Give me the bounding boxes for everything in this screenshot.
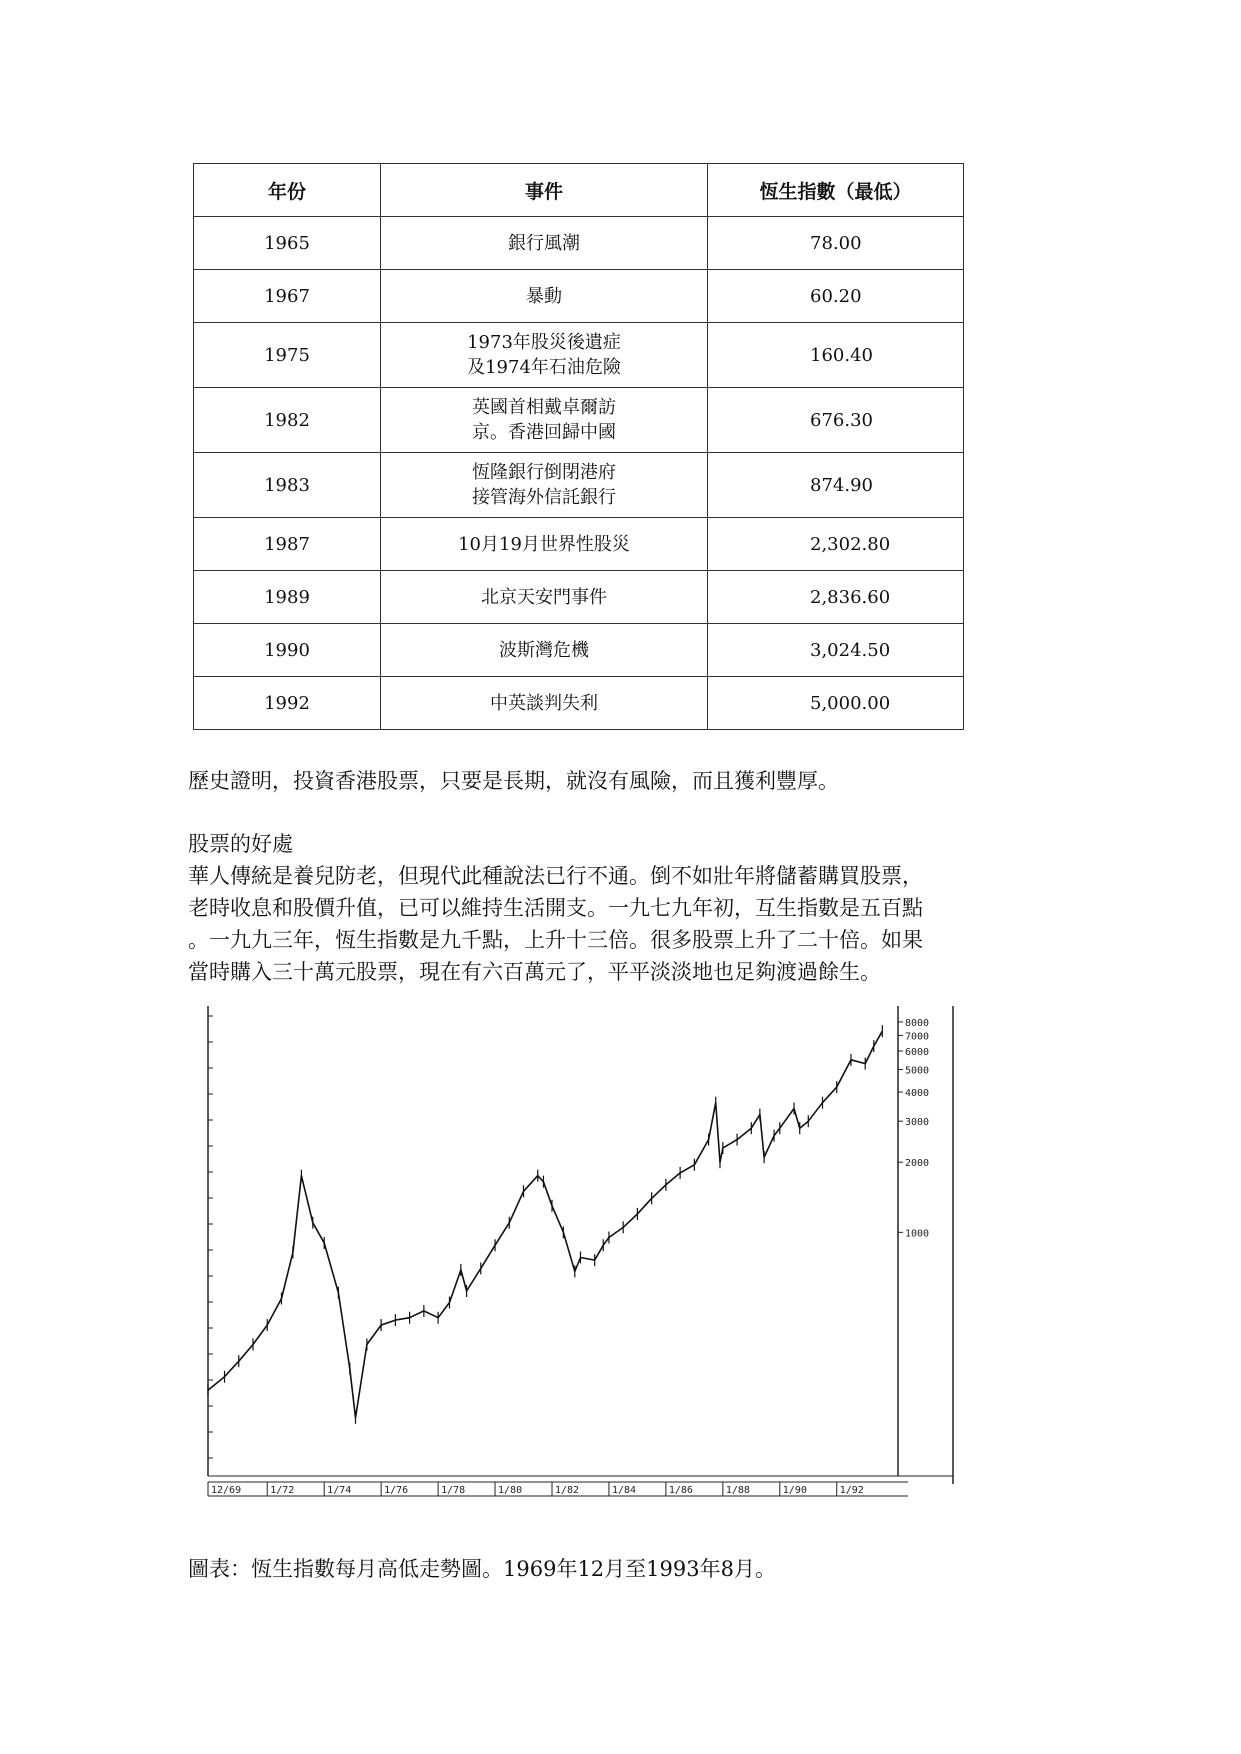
section-line-2: 老時收息和股價升值，已可以維持生活開支。一九七九年初，互生指數是五百點 [188,896,923,920]
event-line: 暴動 [526,285,562,307]
cell-index: 160.40 [708,323,964,388]
table-row [194,323,964,388]
table-row [194,388,964,453]
table-row [194,270,964,323]
y-tick-label: 8000 [905,1017,930,1029]
conclusion-text: 歷史證明，投資香港股票，只要是長期，就沒有風險，而且獲利豐厚。 [188,769,839,793]
x-tick-label: 1/82 [554,1485,580,1496]
cell-index: 78.00 [708,217,964,270]
event-line: 1973年股災後遺症 [467,332,621,353]
event-line: 10月19月世界性股災 [458,533,630,555]
hang-seng-chart [200,1006,960,1540]
cell-year: 1989 [194,571,381,624]
y-tick-label: 7000 [905,1031,930,1043]
cell-event [381,323,708,388]
cell-event [381,388,708,453]
x-tick-label: 1/78 [441,1485,466,1496]
event-line: 接管海外信託銀行 [472,487,616,508]
series-line [208,1031,882,1418]
y-tick-label: 4000 [905,1088,930,1100]
x-tick-label: 1/80 [498,1485,523,1496]
section-line-1: 華人傳統是養兒防老，但現代此種說法已行不通。倒不如壯年將儲蓄購買股票， [188,864,923,888]
x-tick-label: 1/88 [725,1485,750,1496]
event-line: 銀行風潮 [508,232,580,254]
cell-year: 1967 [194,270,381,323]
table-row [194,571,964,624]
y-tick-label: 5000 [905,1065,930,1077]
event-line: 京。香港回歸中國 [472,422,616,443]
chart-caption: 圖表：恆生指數每月高低走勢圖。1969年12月至1993年8月。 [188,1557,776,1581]
cell-event [381,518,708,571]
cell-index: 3,024.50 [708,624,964,677]
cell-year: 1992 [194,677,381,730]
event-line: 恆隆銀行倒閉港府 [472,462,616,483]
cell-index: 60.20 [708,270,964,323]
section-line-4: 當時購入三十萬元股票，現在有六百萬元了，平平淡淡地也足夠渡過餘生。 [188,960,881,984]
x-tick-label: 1/86 [668,1485,693,1496]
cell-year: 1982 [194,388,381,453]
y-tick-label: 3000 [905,1117,930,1129]
event-line: 中英談判失利 [490,692,598,714]
x-tick-label: 1/76 [384,1485,409,1496]
y-tick-label: 6000 [905,1047,930,1059]
section-line-3: 。一九九三年，恆生指數是九千點，上升十三倍。很多股票上升了二十倍。如果 [188,928,923,952]
events-table [193,163,964,730]
cell-year: 1983 [194,453,381,518]
cell-year: 1990 [194,624,381,677]
cell-index: 676.30 [708,388,964,453]
x-tick-label: 1/92 [839,1485,864,1496]
section-heading: 股票的好處 [188,832,293,856]
x-tick-label: 1/72 [270,1485,295,1496]
cell-event [381,453,708,518]
cell-index: 2,302.80 [708,518,964,571]
x-tick-label: 1/90 [782,1485,807,1496]
cell-index: 874.90 [708,453,964,518]
table-row [194,453,964,518]
event-line: 北京天安門事件 [481,586,607,608]
header-index: 恆生指數（最低） [708,164,964,217]
cell-year: 1965 [194,217,381,270]
cell-index: 5,000.00 [708,677,964,730]
cell-index: 2,836.60 [708,571,964,624]
x-tick-label: 12/69 [211,1485,242,1496]
header-year: 年份 [194,164,381,217]
y-tick-label: 1000 [905,1228,930,1240]
y-tick-label: 2000 [905,1158,930,1170]
cell-event [381,571,708,624]
cell-event [381,677,708,730]
event-line: 波斯灣危機 [499,639,589,661]
cell-event [381,217,708,270]
table-row [194,217,964,270]
table-row [194,677,964,730]
header-event: 事件 [381,164,708,217]
cell-year: 1987 [194,518,381,571]
table-row [194,518,964,571]
table-row [194,624,964,677]
cell-event [381,624,708,677]
x-tick-label: 1/74 [327,1485,352,1496]
x-tick-label: 1/84 [611,1485,637,1496]
event-line: 英國首相戴卓爾訪 [472,397,616,418]
cell-year: 1975 [194,323,381,388]
table-header-row [194,164,964,217]
cell-event [381,270,708,323]
event-line: 及1974年石油危險 [467,357,621,378]
